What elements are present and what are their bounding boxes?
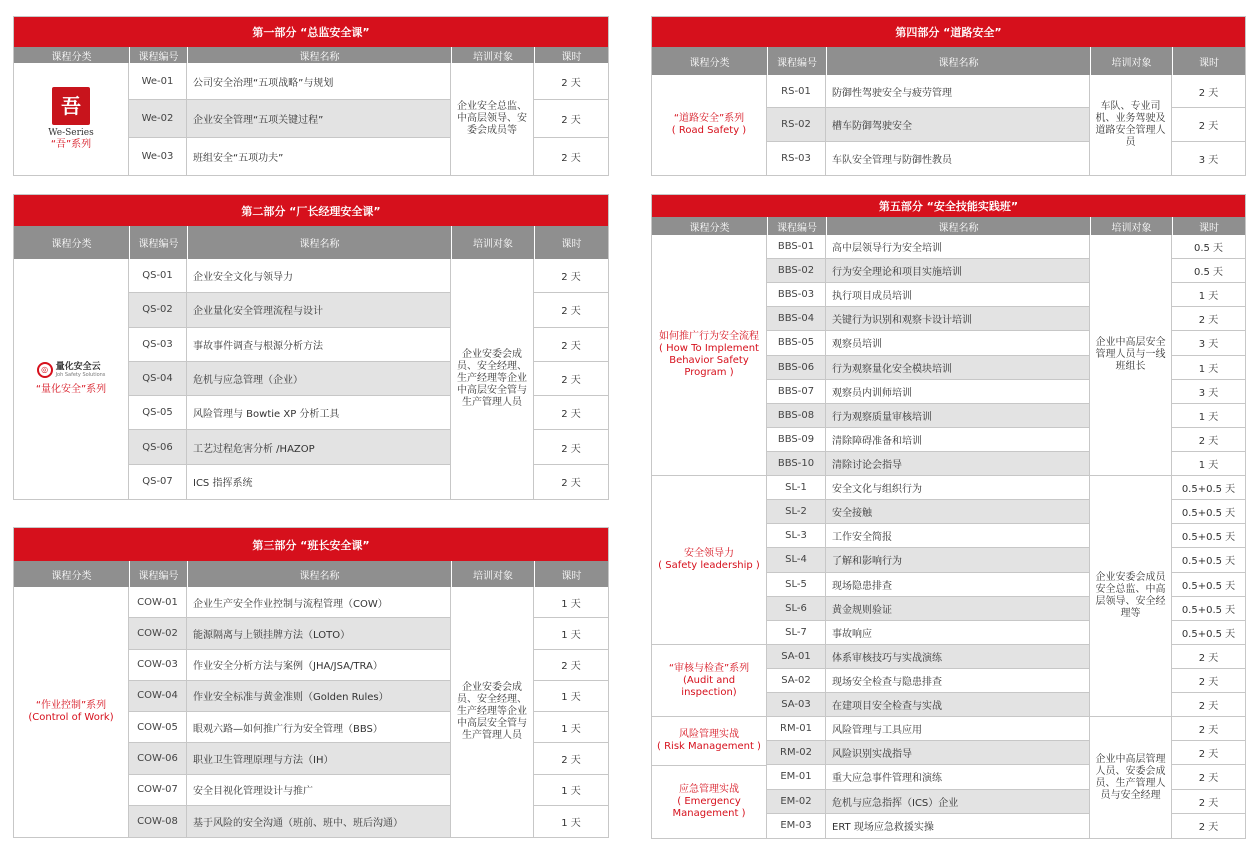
section-3 [13, 527, 609, 838]
table-row [129, 362, 451, 396]
course-name: 作业安全分析方法与案例（JHA/JSA/TRA） [187, 650, 451, 680]
table-row [767, 669, 1090, 693]
course-code: COW-05 [129, 712, 187, 742]
course-code: We-01 [129, 63, 187, 99]
section-1-category [14, 63, 129, 175]
course-name: 行为安全理论和项目实施培训 [826, 259, 1090, 282]
course-code: COW-08 [129, 806, 187, 837]
course-hours: 2 天 [1172, 75, 1245, 108]
course-hours: 2 天 [1172, 741, 1245, 765]
course-hours: 2 天 [1172, 765, 1245, 789]
table-row [767, 693, 1090, 717]
course-code: SL-2 [767, 500, 826, 523]
course-hours: 3 天 [1198, 154, 1219, 166]
header-category: 课程分类 [689, 57, 730, 69]
section-1-title: 第一部分 “总监安全课” [14, 17, 608, 47]
course-hours: 2 天 [1172, 693, 1245, 717]
course-code: COW-03 [129, 650, 187, 680]
course-code: SA-03 [767, 693, 826, 716]
header-category: 课程分类 [51, 51, 92, 63]
category-label-en: ( Emergency Management ) [672, 795, 746, 819]
header-name: 课程名称 [187, 47, 451, 63]
course-hours: 2 天 [534, 328, 608, 362]
course-code: RS-02 [767, 108, 826, 140]
course-hours: 2 天 [534, 100, 608, 137]
section-2-title: 第二部分 “厂长经理安全课” [14, 195, 608, 226]
course-code: SL-1 [767, 476, 826, 499]
cow-label: “作业控制”系列 [35, 700, 107, 711]
course-hours: 1 天 [534, 775, 608, 806]
category-label: 风险管理实战 [679, 728, 739, 740]
course-name: 风险识别实战指导 [826, 741, 1090, 764]
course-hours: 0.5+0.5 天 [1172, 573, 1245, 597]
course-name: 重大应急事件管理和演练 [826, 765, 1090, 788]
course-code: QS-04 [129, 362, 187, 395]
course-hours: 2 天 [534, 293, 608, 327]
section-3-title: 第三部分 “班长安全课” [14, 528, 608, 561]
category-label: 如何推广行为安全流程 [659, 331, 759, 343]
table-row [767, 741, 1090, 765]
table-row [129, 806, 451, 837]
course-name: 安全目视化管理设计与推广 [187, 775, 451, 805]
target-text: 企业安委会成员、安全经理、生产经理等企业中高层安全管与生产管理人员 [457, 682, 527, 741]
course-name: 企业量化安全管理流程与设计 [187, 293, 451, 326]
road-label: “道路安全”系列 [673, 113, 745, 124]
course-name: 高中层领导行为安全培训 [826, 235, 1090, 258]
table-row [129, 465, 451, 499]
header-code: 课程编号 [129, 561, 187, 587]
header-name: 课程名称 [826, 47, 1090, 75]
course-code: EM-02 [767, 790, 826, 813]
we-series-logo: 吾 [52, 87, 90, 125]
section-5-categories [652, 235, 767, 838]
target-text: 企业安委会成员安全总监、中高层领导、安全经理等 [1090, 476, 1171, 717]
table-row [129, 743, 451, 774]
course-name: 事故事件调查与根源分析方法 [187, 328, 451, 361]
course-code: SL-5 [767, 573, 826, 596]
course-hours: 2 天 [561, 152, 581, 164]
section-4 [651, 16, 1246, 176]
section-1 [13, 16, 609, 176]
course-hours: 2 天 [1198, 822, 1219, 834]
header-code: 课程编号 [129, 47, 187, 63]
course-code: BBS-10 [767, 452, 826, 475]
header-target: 培训对象 [451, 226, 534, 259]
section-5-targets [1090, 235, 1172, 838]
course-name: 班组安全“五项功夫” [187, 138, 451, 175]
course-hours: 2 天 [534, 396, 608, 430]
header-category: 课程分类 [689, 222, 730, 234]
section-2 [13, 194, 609, 500]
logo-sub: Joh Safety Solutions [55, 372, 106, 378]
table-row [767, 573, 1090, 597]
target-text: 车队、专业司机、业务驾驶及道路安全管理人员 [1095, 101, 1166, 148]
course-name: 基于风险的安全沟通（班前、班中、班后沟通） [187, 806, 451, 837]
course-hours: 0.5+0.5 天 [1172, 548, 1245, 572]
header-code: 课程编号 [767, 217, 826, 235]
section-1-target [451, 63, 534, 175]
header-code: 课程编号 [129, 226, 187, 259]
table-row [767, 108, 1090, 141]
table-row [129, 430, 451, 464]
table-row [767, 259, 1090, 283]
section-5-title: 第五部分 “安全技能实践班” [652, 195, 1245, 217]
course-name: 行为观察量化安全模块培训 [826, 356, 1090, 379]
header-category: 课程分类 [51, 570, 92, 582]
section-3-category [14, 587, 129, 837]
section-5-header [652, 217, 1245, 235]
section-3-target [451, 587, 534, 837]
course-name: 车队安全管理与防御性教员 [826, 142, 1090, 175]
section-2-category [14, 259, 129, 499]
table-row [767, 75, 1090, 108]
table-row [767, 452, 1090, 476]
table-row [767, 356, 1090, 380]
course-hours: 1 天 [534, 587, 608, 618]
course-code: QS-02 [129, 293, 187, 326]
course-hours: 1 天 [1172, 404, 1245, 428]
category-group [652, 476, 766, 645]
category-label-en: ( Risk Management ) [657, 740, 761, 752]
course-hours: 1 天 [534, 712, 608, 743]
course-name: ICS 指挥系统 [187, 465, 451, 499]
table-row [767, 765, 1090, 789]
table-row [767, 717, 1090, 741]
course-code: SA-01 [767, 645, 826, 668]
header-name: 课程名称 [187, 226, 451, 259]
target-text: 企业安委会成员、安全经理、生产经理等企业中高层安全管与生产管理人员 [457, 349, 527, 408]
course-code: QS-03 [129, 328, 187, 361]
course-name: 危机与应急指挥（ICS）企业 [826, 790, 1090, 813]
logo-name: 量化安全云 [55, 362, 101, 372]
course-name: 关键行为识别和观察卡设计培训 [826, 307, 1090, 330]
course-code: QS-06 [129, 430, 187, 463]
section-1-header [14, 47, 608, 63]
course-hours: 0.5+0.5 天 [1172, 621, 1245, 645]
course-hours: 1 天 [534, 681, 608, 712]
course-code: COW-06 [129, 743, 187, 773]
course-hours: 2 天 [1172, 645, 1245, 669]
table-row [129, 328, 451, 362]
table-row [129, 138, 451, 175]
course-code: We-02 [129, 100, 187, 136]
course-code: SA-02 [767, 669, 826, 692]
course-hours: 3 天 [1172, 380, 1245, 404]
course-code: SL-4 [767, 548, 826, 571]
category-label: “审核与检查”系列 [668, 662, 750, 674]
course-code: COW-01 [129, 587, 187, 617]
course-name: 清除障碍准备和培训 [826, 428, 1090, 451]
table-row [767, 331, 1090, 355]
road-label-en: ( Road Safety ) [671, 125, 747, 136]
course-code: QS-07 [129, 465, 187, 499]
shield-icon: ◎ [37, 362, 53, 378]
course-hours: 0.5+0.5 天 [1172, 476, 1245, 500]
course-hours: 2 天 [534, 743, 608, 774]
course-name: 能源隔离与上锁挂牌方法（LOTO） [187, 618, 451, 648]
course-name: ERT 现场应急救援实操 [826, 814, 1090, 838]
course-hours: 2 天 [534, 362, 608, 396]
course-hours: 2 天 [534, 650, 608, 681]
section-4-category [652, 75, 767, 175]
course-hours: 0.5+0.5 天 [1172, 597, 1245, 621]
course-name: 执行项目成员培训 [826, 283, 1090, 306]
section-4-title: 第四部分 “道路安全” [652, 17, 1245, 47]
course-hours: 0.5 天 [1172, 235, 1245, 259]
section-3-header [14, 561, 608, 587]
course-hours: 2 天 [1172, 307, 1245, 331]
table-row [129, 712, 451, 743]
table-row [129, 681, 451, 712]
course-name: 事故响应 [826, 621, 1090, 644]
table-row [129, 100, 451, 137]
course-code: EM-01 [767, 765, 826, 788]
table-row [767, 500, 1090, 524]
course-name: 危机与应急管理（企业） [187, 362, 451, 395]
liang-hua-label: “量化安全”系列 [35, 384, 107, 395]
target-text: 企业中高层安全管理人员与一线班组长 [1090, 235, 1171, 476]
course-hours: 3 天 [1172, 331, 1245, 355]
course-name: 工作安全简报 [826, 524, 1090, 547]
course-code: BBS-05 [767, 331, 826, 354]
course-hours: 0.5+0.5 天 [1172, 500, 1245, 524]
course-code: COW-04 [129, 681, 187, 711]
header-code: 课程编号 [767, 47, 826, 75]
course-code: BBS-01 [767, 235, 826, 258]
header-target: 培训对象 [451, 561, 534, 587]
header-name: 课程名称 [826, 217, 1090, 235]
header-hours: 课时 [534, 226, 608, 259]
section-4-header [652, 47, 1245, 75]
course-code: EM-03 [767, 814, 826, 838]
course-code: We-03 [129, 138, 187, 175]
course-code: SL-3 [767, 524, 826, 547]
course-name: 在建项目安全检查与实战 [826, 693, 1090, 716]
course-name: 现场安全检查与隐患排查 [826, 669, 1090, 692]
course-code: RS-03 [767, 142, 826, 175]
liang-hua-logo [37, 362, 106, 378]
header-hours: 课时 [1172, 217, 1245, 235]
course-name: 公司安全治理“五项战略”与规划 [187, 63, 451, 99]
section-5 [651, 194, 1246, 839]
table-row [767, 404, 1090, 428]
table-row [767, 597, 1090, 621]
course-hours: 1 天 [534, 618, 608, 649]
course-name: 眼观六路—如何推广行为安全管理（BBS） [187, 712, 451, 742]
course-code: SL-7 [767, 621, 826, 644]
table-row [767, 524, 1090, 548]
table-row [767, 235, 1090, 259]
course-code: COW-02 [129, 618, 187, 648]
we-series-logo-sub: We-Series [48, 128, 94, 138]
course-name: 风险管理与 Bowtie XP 分析工具 [187, 396, 451, 429]
course-code: BBS-09 [767, 428, 826, 451]
course-code: BBS-08 [767, 404, 826, 427]
course-code: RS-01 [767, 75, 826, 107]
course-code: BBS-06 [767, 356, 826, 379]
course-code: QS-01 [129, 259, 187, 292]
course-hours: 2 天 [534, 430, 608, 464]
cow-label-en: (Control of Work) [28, 712, 114, 723]
course-hours: 1 天 [561, 817, 581, 829]
header-target: 培训对象 [451, 47, 534, 63]
target-text: 企业安全总监、中高层领导、安委会成员等 [457, 101, 527, 136]
header-target: 培训对象 [1090, 47, 1172, 75]
table-row [767, 283, 1090, 307]
course-name: 企业安全文化与领导力 [187, 259, 451, 292]
course-hours: 2 天 [1172, 669, 1245, 693]
course-name: 现场隐患排查 [826, 573, 1090, 596]
course-name: 观察员内训师培训 [826, 380, 1090, 403]
category-group [652, 645, 766, 717]
course-hours: 2 天 [1172, 717, 1245, 741]
course-hours: 2 天 [561, 478, 581, 490]
category-label-en: ( Safety leadership ) [658, 560, 760, 572]
course-name: 清除讨论会指导 [826, 452, 1090, 475]
course-code: QS-05 [129, 396, 187, 429]
table-row [129, 63, 451, 100]
course-hours: 0.5 天 [1172, 259, 1245, 283]
course-hours: 2 天 [1172, 108, 1245, 141]
table-row [129, 650, 451, 681]
header-hours: 课时 [1172, 47, 1245, 75]
table-row [129, 259, 451, 293]
course-code: BBS-02 [767, 259, 826, 282]
category-group [652, 766, 766, 838]
course-hours: 2 天 [534, 63, 608, 100]
course-hours: 2 天 [1172, 428, 1245, 452]
table-row [129, 775, 451, 806]
category-label-en: ( How To Implement Behavior Safety Program ) [659, 343, 759, 379]
course-code: BBS-03 [767, 283, 826, 306]
target-text: 企业中高层管理人员、安委会成员、生产管理人员与安全经理 [1095, 753, 1166, 801]
course-name: 企业安全管理“五项关键过程” [187, 100, 451, 136]
course-code: BBS-04 [767, 307, 826, 330]
table-row [767, 476, 1090, 500]
table-row [767, 380, 1090, 404]
course-hours: 2 天 [534, 259, 608, 293]
course-name: 作业安全标准与黄金准则（Golden Rules） [187, 681, 451, 711]
category-label-en: (Audit and inspection) [681, 674, 737, 698]
course-name: 黄金规则验证 [826, 597, 1090, 620]
course-name: 体系审核技巧与实战演练 [826, 645, 1090, 668]
course-name: 安全接触 [826, 500, 1090, 523]
course-name: 槽车防御驾驶安全 [826, 108, 1090, 140]
course-code: RM-01 [767, 717, 826, 740]
course-name: 企业生产安全作业控制与流程管理（COW） [187, 587, 451, 617]
course-code: SL-6 [767, 597, 826, 620]
course-name: 行为观察质量审核培训 [826, 404, 1090, 427]
course-hours: 1 天 [1172, 283, 1245, 307]
table-row [767, 814, 1090, 838]
table-row [129, 396, 451, 430]
we-series-label: “吾”系列 [50, 139, 92, 150]
course-hours: 1 天 [1172, 356, 1245, 380]
category-label: 应急管理实战 [679, 783, 739, 795]
table-row [129, 618, 451, 649]
course-name: 了解和影响行为 [826, 548, 1090, 571]
category-group [652, 717, 766, 765]
course-code: BBS-07 [767, 380, 826, 403]
course-name: 职业卫生管理原理与方法（IH） [187, 743, 451, 773]
course-name: 观察员培训 [826, 331, 1090, 354]
table-row [129, 293, 451, 327]
section-4-target [1090, 75, 1172, 175]
header-hours: 课时 [534, 47, 608, 63]
course-name: 防御性驾驶安全与疲劳管理 [826, 75, 1090, 107]
category-label: 安全领导力 [684, 548, 734, 560]
table-row [129, 587, 451, 618]
course-name: 安全文化与组织行为 [826, 476, 1090, 499]
course-name: 风险管理与工具应用 [826, 717, 1090, 740]
table-row [767, 307, 1090, 331]
table-row [767, 548, 1090, 572]
course-code: RM-02 [767, 741, 826, 764]
table-row [767, 645, 1090, 669]
course-code: COW-07 [129, 775, 187, 805]
course-name: 工艺过程危害分析 /HAZOP [187, 430, 451, 463]
table-row [767, 142, 1090, 175]
header-hours: 课时 [534, 561, 608, 587]
header-name: 课程名称 [187, 561, 451, 587]
course-hours: 2 天 [1172, 790, 1245, 814]
table-row [767, 621, 1090, 645]
course-hours: 0.5+0.5 天 [1172, 524, 1245, 548]
section-2-target [451, 259, 534, 499]
header-target: 培训对象 [1090, 217, 1172, 235]
course-hours: 1 天 [1172, 452, 1245, 476]
table-row [767, 428, 1090, 452]
category-group [652, 235, 766, 476]
header-category: 课程分类 [51, 239, 92, 250]
section-2-header [14, 226, 608, 259]
table-row [767, 790, 1090, 814]
